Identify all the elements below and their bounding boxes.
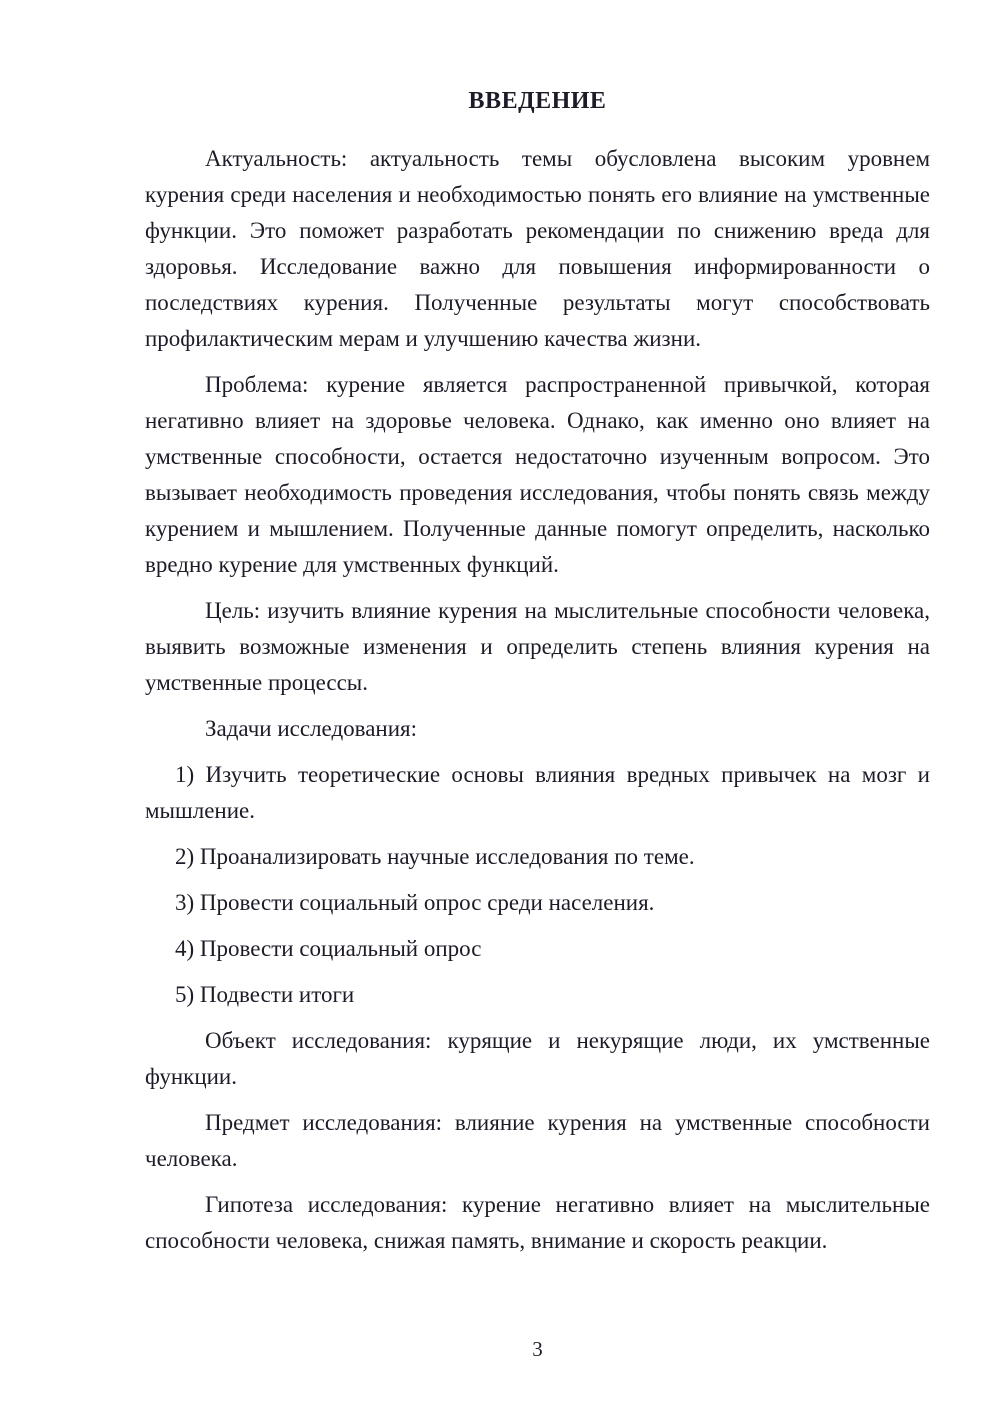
paragraph-actuality: Актуальность: актуальность темы обусловлена высоким уровнем курения среди населения и необходимостью понять его влияние на умственные функции. Это поможет разработать рекомендации по снижению вреда для здоровья. Исследование важно для повышения информированности о последствиях курения. Полученные результаты могут способствовать профилактическим мерам и улучшению качества жизни.	[145, 146, 930, 351]
paragraph-problem: Проблема: курение является распространенной привычкой, которая негативно влияет на здоровье человека. Однако, как именно оно влияет на умственные способности, остается недостаточно изученным вопросом. Это вызывает необходимость проведения исследования, чтобы понять связь между курением и мышлением. Полученные данные помогут определить, насколько вредно курение для умственных функций.	[145, 372, 930, 577]
paragraph-object: Объект исследования: курящие и некурящие люди, их умственные функции.	[145, 1028, 930, 1089]
paragraph-subject: Предмет исследования: влияние курения на умственные способности человека.	[145, 1110, 930, 1171]
task-item-3: 3) Провести социальный опрос среди населения.	[175, 890, 655, 915]
page-title: ВВЕДЕНИЕ	[468, 88, 607, 114]
task-item-5: 5) Подвести итоги	[175, 982, 355, 1007]
task-item-4: 4) Провести социальный опрос	[175, 936, 482, 961]
paragraph-hypothesis: Гипотеза исследования: курение негативно влияет на мыслительные способности человека, снижая память, внимание и скорость реакции.	[145, 1192, 930, 1253]
paragraph-goal: Цель: изучить влияние курения на мыслительные способности человека, выявить возможные изменения и определить степень влияния курения на умственные процессы.	[145, 598, 930, 695]
task-item-2: 2) Проанализировать научные исследования по теме.	[175, 844, 695, 869]
paragraph-tasks-heading: Задачи исследования:	[205, 716, 418, 741]
page-number: 3	[532, 1337, 543, 1361]
task-item-1: 1) Изучить теоретические основы влияния вредных привычек на мозг и мышление.	[145, 762, 930, 823]
